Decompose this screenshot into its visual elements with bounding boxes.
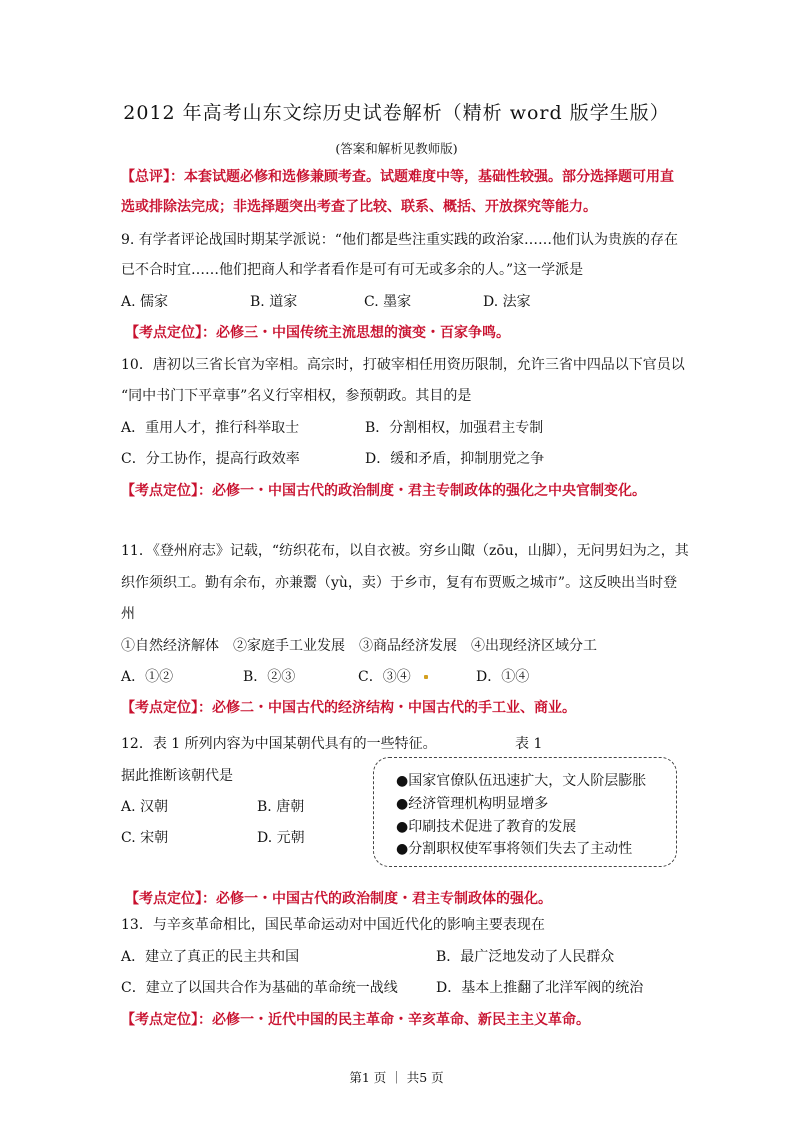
q13-option-b: B．最广泛地发动了人民群众 — [436, 949, 615, 965]
q11-exam-point: 【考点定位】：必修二・中国古代的经济结构・中国古代的手工业、商业。 — [121, 700, 576, 716]
summary-line-1: 【总评】：本套试题必修和选修兼顾考查。试题难度中等，基础性较强。部分选择题可用直 — [121, 169, 674, 185]
q11-choices: ①自然经济解体 ②家庭手工业发展 ③商品经济发展 ④出现经济区域分工 — [121, 638, 597, 654]
q9-option-b: B. 道家 — [250, 294, 298, 310]
q10-option-a: A．重用人才，推行科举取士 — [121, 420, 300, 436]
q12-option-d: D. 元朝 — [257, 830, 305, 846]
q9-option-c: C. 墨家 — [364, 294, 412, 310]
q11-option-a: A．①② — [121, 669, 174, 685]
q12-table-label: 表 1 — [515, 736, 543, 752]
q9-stem-line-1: 9. 有学者评论战国时期某学派说：“他们都是些注重实践的政治家……他们认为贵族的存在 — [121, 232, 678, 248]
q10-stem-line-2: “同中书门下平章事”名义行宰相权，参预朝政。其目的是 — [121, 388, 472, 404]
q12-exam-point: 【考点定位】：必修一・中国古代的政治制度・君主专制政体的强化。 — [125, 891, 552, 907]
q11-option-d: D．①④ — [476, 669, 530, 685]
q12-stem-line-1: 12．表 1 所列内容为中国某朝代具有的一些特征。 — [121, 736, 437, 752]
q9-stem-line-2: 已不合时宜……他们把商人和学者看作是可有可无或多余的人。”这一学派是 — [121, 262, 584, 278]
page-footer: 第1 页 ｜ 共5 页 — [349, 1070, 444, 1085]
q12-option-c: C. 宋朝 — [121, 830, 169, 846]
q9-option-d: D. 法家 — [483, 294, 531, 310]
q9-exam-point: 【考点定位】：必修三・中国传统主流思想的演变・百家争鸣。 — [125, 325, 510, 341]
q10-stem-line-1: 10．唐初以三省长官为宰相。高宗时，打破宰相任用资历限制，允许三省中四品以下官员以 — [121, 357, 685, 373]
q13-option-c: C．建立了以国共合作为基础的革命统一战线 — [121, 980, 398, 996]
feature-item: ●经济管理机构明显增多 — [396, 796, 549, 812]
q10-option-c: C．分工协作，提高行政效率 — [121, 451, 300, 467]
feature-item: ●国家官僚队伍迅速扩大，文人阶层膨胀 — [396, 773, 647, 789]
q13-stem-line-1: 13．与辛亥革命相比，国民革命运动对中国近代化的影响主要表现在 — [121, 917, 545, 933]
q10-option-b: B．分割相权，加强君主专制 — [365, 420, 544, 436]
q11-option-c: C．③④ — [358, 669, 411, 685]
q9-option-a: A. 儒家 — [121, 294, 169, 310]
q12-stem-line-2: 据此推断该朝代是 — [121, 768, 233, 784]
q11-option-b: B．②③ — [243, 669, 296, 685]
q11-stem-line-1: 11．《登州府志》记载，“纺织花布，以自衣被。穷乡山陬（zōu，山脚），无问男妇为之，其 — [121, 543, 689, 559]
q11-stem-line-2: 织作须织工。勤有余布，亦兼鬻（yù，卖）于乡市，复有布贾贩之城市”。这反映出当时登 — [121, 575, 678, 591]
q13-option-d: D．基本上推翻了北洋军阀的统治 — [436, 980, 644, 996]
feature-table-box — [373, 757, 677, 867]
page-title: 2012 年高考山东文综历史试卷解析（精析 word 版学生版） — [123, 102, 670, 124]
q10-exam-point: 【考点定位】：必修一・中国古代的政治制度・君主专制政体的强化之中央官制变化。 — [121, 483, 646, 499]
q13-exam-point: 【考点定位】：必修一・近代中国的民主革命・辛亥革命、新民主主义革命。 — [121, 1012, 590, 1028]
q13-option-a: A．建立了真正的民主共和国 — [121, 949, 300, 965]
feature-item: ●印刷技术促进了教育的发展 — [396, 819, 577, 835]
q12-option-b: B. 唐朝 — [257, 799, 305, 815]
q12-option-a: A. 汉朝 — [121, 799, 169, 815]
feature-item: ●分割职权使军事将领们失去了主动性 — [396, 841, 633, 857]
summary-line-2: 选或排除法完成；非选择题突出考查了比较、联系、概括、开放探究等能力。 — [121, 199, 597, 215]
q10-option-d: D．缓和矛盾，抑制朋党之争 — [365, 451, 545, 467]
q11-stem-line-3: 州 — [121, 606, 135, 622]
stray-mark — [424, 675, 428, 679]
page-subtitle: (答案和解析见教师版) — [335, 141, 458, 156]
